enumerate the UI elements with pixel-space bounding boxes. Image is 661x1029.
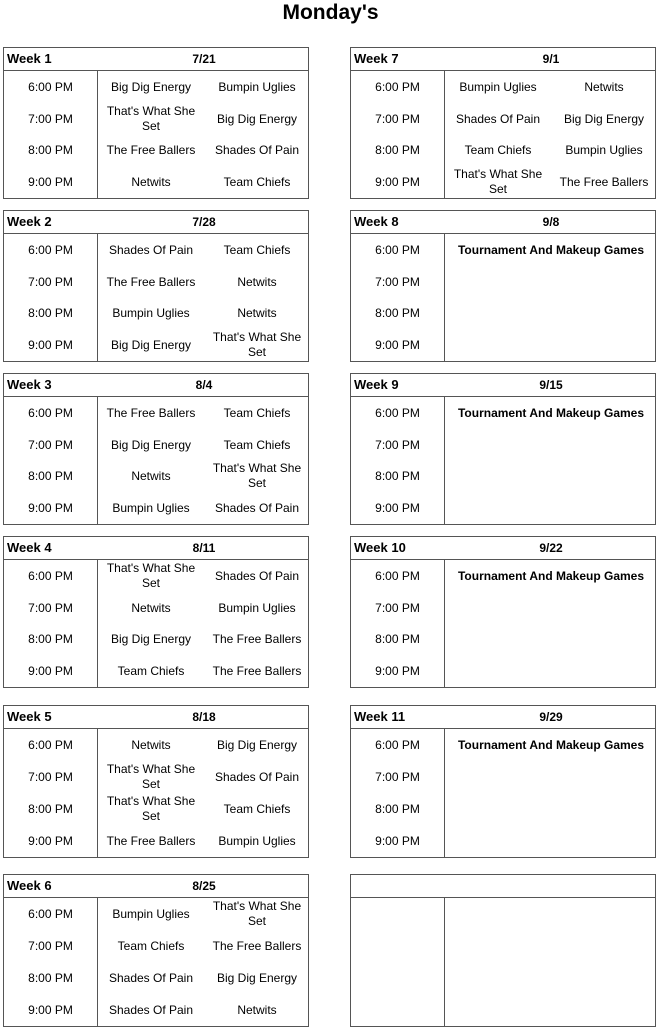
game-row: [351, 962, 655, 994]
game-time: 7:00 PM: [375, 111, 420, 126]
away-team: That's What She Set: [212, 899, 302, 928]
game-time: 9:00 PM: [28, 833, 73, 848]
week-date: 9/8: [542, 215, 560, 229]
away-team: Big Dig Energy: [216, 737, 298, 752]
game-row: [4, 994, 308, 1026]
home-team: Netwits: [131, 468, 171, 483]
week-label: Week 3: [7, 377, 52, 392]
away-team: Shades Of Pain: [214, 500, 300, 515]
away-team: Team Chiefs: [223, 174, 291, 189]
week-block: [350, 536, 656, 688]
week-block: [350, 705, 656, 858]
home-team: That's What She Set: [106, 561, 196, 590]
game-time: 7:00 PM: [28, 600, 73, 615]
week-label: Week 1: [7, 51, 52, 66]
game-time: 8:00 PM: [375, 142, 420, 157]
tournament-note: Tournament And Makeup Games: [457, 738, 645, 752]
away-team: Netwits: [237, 305, 277, 320]
home-team: Big Dig Energy: [110, 337, 192, 352]
game-row: [351, 329, 655, 361]
week-date: 9/15: [539, 378, 563, 392]
game-row: [4, 930, 308, 962]
game-row: [4, 898, 308, 930]
game-time: 8:00 PM: [375, 631, 420, 646]
week-date: 8/11: [192, 541, 216, 555]
away-team: The Free Ballers: [212, 631, 302, 646]
week-block: [350, 210, 656, 362]
home-team: The Free Ballers: [106, 142, 196, 157]
home-team: Shades Of Pain: [108, 1002, 194, 1017]
week-header: [4, 211, 308, 234]
game-row: [351, 166, 655, 198]
game-time: 8:00 PM: [28, 631, 73, 646]
game-row: [351, 266, 655, 298]
game-time: 8:00 PM: [28, 142, 73, 157]
week-header: [4, 48, 308, 71]
game-row: [351, 825, 655, 857]
week-date: 7/28: [192, 215, 216, 229]
game-time: [351, 930, 444, 962]
week-date: 8/18: [192, 710, 216, 724]
week-label: Week 9: [354, 377, 399, 392]
game-row: [351, 71, 655, 103]
week-label: Week 5: [7, 709, 52, 724]
game-time: 7:00 PM: [375, 437, 420, 452]
game-row: [4, 266, 308, 298]
game-time: 9:00 PM: [375, 337, 420, 352]
game-time: 7:00 PM: [28, 938, 73, 953]
week-header: [351, 211, 655, 234]
home-team: That's What She Set: [106, 104, 196, 133]
week-label: Week 10: [354, 540, 406, 555]
game-time: 9:00 PM: [28, 1002, 73, 1017]
game-time: [351, 962, 444, 994]
away-team: Netwits: [237, 1002, 277, 1017]
week-label: Week 8: [354, 214, 399, 229]
away-team: Shades Of Pain: [214, 568, 300, 583]
game-row: [351, 623, 655, 655]
game-row: [4, 729, 308, 761]
game-time: 7:00 PM: [28, 769, 73, 784]
game-time: 7:00 PM: [375, 274, 420, 289]
home-team: Bumpin Uglies: [459, 79, 537, 94]
game-row: [4, 655, 308, 687]
game-row: [351, 655, 655, 687]
game-time: 7:00 PM: [28, 437, 73, 452]
game-time: 8:00 PM: [375, 305, 420, 320]
home-team: Netwits: [131, 174, 171, 189]
week-block: [3, 210, 309, 362]
game-time: 6:00 PM: [28, 568, 73, 583]
game-time: 6:00 PM: [375, 405, 420, 420]
away-team: That's What She Set: [212, 461, 302, 490]
week-block: [350, 874, 656, 1027]
game-time: 6:00 PM: [375, 737, 420, 752]
game-time: 9:00 PM: [375, 174, 420, 189]
week-header: [351, 48, 655, 71]
week-block: [350, 373, 656, 525]
game-time: 9:00 PM: [28, 337, 73, 352]
game-row: [351, 930, 655, 962]
away-team: The Free Ballers: [212, 938, 302, 953]
game-time: 9:00 PM: [375, 833, 420, 848]
game-time: [351, 898, 444, 930]
home-team: Team Chiefs: [464, 142, 532, 157]
game-row: [351, 994, 655, 1026]
game-time: 8:00 PM: [375, 801, 420, 816]
week-header: [351, 875, 655, 898]
game-time: 8:00 PM: [375, 468, 420, 483]
game-row: [351, 898, 655, 930]
game-row: [4, 962, 308, 994]
week-block: [3, 47, 309, 199]
game-row: [351, 761, 655, 793]
game-row: [4, 592, 308, 624]
week-block: [3, 373, 309, 525]
home-team: Big Dig Energy: [110, 631, 192, 646]
game-time: 9:00 PM: [28, 500, 73, 515]
home-team: Shades Of Pain: [455, 111, 541, 126]
away-team: The Free Ballers: [212, 663, 302, 678]
week-header: [351, 706, 655, 729]
away-team: Big Dig Energy: [563, 111, 645, 126]
week-block: [3, 874, 309, 1027]
away-team: Shades Of Pain: [214, 769, 300, 784]
week-block: [3, 705, 309, 858]
game-row: [4, 329, 308, 361]
game-time: 6:00 PM: [375, 242, 420, 257]
away-team: Big Dig Energy: [216, 111, 298, 126]
game-time: 6:00 PM: [375, 568, 420, 583]
home-team: The Free Ballers: [106, 833, 196, 848]
week-block: [3, 536, 309, 688]
week-date: 7/21: [192, 52, 216, 66]
home-team: Big Dig Energy: [110, 437, 192, 452]
game-row: [4, 166, 308, 198]
game-row: [351, 297, 655, 329]
away-team: Bumpin Uglies: [565, 142, 643, 157]
home-team: Team Chiefs: [117, 663, 185, 678]
away-team: The Free Ballers: [559, 174, 649, 189]
away-team: Bumpin Uglies: [218, 600, 296, 615]
week-header: [4, 537, 308, 560]
week-label: Week 4: [7, 540, 52, 555]
game-time: 8:00 PM: [28, 801, 73, 816]
game-row: [4, 825, 308, 857]
home-team: Netwits: [131, 600, 171, 615]
game-time: 6:00 PM: [28, 79, 73, 94]
game-row: [351, 234, 655, 266]
away-team: Bumpin Uglies: [218, 79, 296, 94]
away-team: Team Chiefs: [223, 801, 291, 816]
game-row: [351, 560, 655, 592]
game-row: [4, 761, 308, 793]
game-row: [351, 492, 655, 524]
week-date: 8/4: [195, 378, 213, 392]
home-team: Bumpin Uglies: [112, 305, 190, 320]
game-time: 9:00 PM: [375, 663, 420, 678]
week-date: 8/25: [192, 879, 216, 893]
game-row: [4, 492, 308, 524]
game-time: 6:00 PM: [28, 906, 73, 921]
game-row: [351, 397, 655, 429]
home-team: The Free Ballers: [106, 274, 196, 289]
away-team: Shades Of Pain: [214, 142, 300, 157]
away-team: Netwits: [237, 274, 277, 289]
home-team: Team Chiefs: [117, 938, 185, 953]
away-team: Netwits: [584, 79, 624, 94]
week-header: [351, 537, 655, 560]
away-team: Team Chiefs: [223, 242, 291, 257]
game-row: [4, 623, 308, 655]
game-row: [351, 592, 655, 624]
week-header: [4, 875, 308, 898]
page-title: Monday's: [282, 1, 379, 24]
game-time: 7:00 PM: [28, 274, 73, 289]
game-time: 8:00 PM: [28, 970, 73, 985]
away-team: Team Chiefs: [223, 437, 291, 452]
game-row: [351, 103, 655, 135]
game-row: [4, 234, 308, 266]
week-label: Week 7: [354, 51, 399, 66]
game-row: [351, 729, 655, 761]
week-label: Week 6: [7, 878, 52, 893]
game-time: 7:00 PM: [28, 111, 73, 126]
tournament-note: Tournament And Makeup Games: [457, 243, 645, 257]
game-time: 8:00 PM: [28, 305, 73, 320]
week-header: [4, 374, 308, 397]
week-label: Week 11: [354, 709, 406, 724]
game-time: 6:00 PM: [375, 79, 420, 94]
game-row: [4, 460, 308, 492]
game-row: [4, 793, 308, 825]
game-time: [351, 994, 444, 1026]
tournament-note: Tournament And Makeup Games: [457, 406, 645, 420]
away-team: Big Dig Energy: [216, 970, 298, 985]
week-date: 9/29: [539, 710, 563, 724]
home-team: That's What She Set: [106, 762, 196, 791]
game-time: 6:00 PM: [28, 242, 73, 257]
home-team: Shades Of Pain: [108, 242, 194, 257]
game-row: [4, 297, 308, 329]
game-time: 9:00 PM: [375, 500, 420, 515]
game-time: 8:00 PM: [28, 468, 73, 483]
home-team: Netwits: [131, 737, 171, 752]
home-team: Bumpin Uglies: [112, 906, 190, 921]
week-date: 9/1: [542, 52, 560, 66]
home-team: Shades Of Pain: [108, 970, 194, 985]
away-team: Team Chiefs: [223, 405, 291, 420]
game-row: [351, 134, 655, 166]
game-time: 7:00 PM: [375, 600, 420, 615]
week-header: [351, 374, 655, 397]
week-header: [4, 706, 308, 729]
week-label: Week 2: [7, 214, 52, 229]
tournament-note: Tournament And Makeup Games: [457, 569, 645, 583]
game-row: [351, 793, 655, 825]
game-time: 6:00 PM: [28, 405, 73, 420]
home-team: Bumpin Uglies: [112, 500, 190, 515]
game-time: 6:00 PM: [28, 737, 73, 752]
home-team: Big Dig Energy: [110, 79, 192, 94]
home-team: The Free Ballers: [106, 405, 196, 420]
week-date: 9/22: [539, 541, 563, 555]
home-team: That's What She Set: [453, 167, 543, 196]
home-team: That's What She Set: [106, 794, 196, 823]
game-time: 9:00 PM: [28, 174, 73, 189]
week-block: [350, 47, 656, 199]
game-row: [4, 134, 308, 166]
away-team: Bumpin Uglies: [218, 833, 296, 848]
game-row: [351, 429, 655, 461]
game-time: 7:00 PM: [375, 769, 420, 784]
game-time: 9:00 PM: [28, 663, 73, 678]
game-row: [4, 397, 308, 429]
game-row: [4, 429, 308, 461]
game-row: [351, 460, 655, 492]
game-row: [4, 560, 308, 592]
game-row: [4, 103, 308, 135]
game-row: [4, 71, 308, 103]
away-team: That's What She Set: [212, 330, 302, 359]
